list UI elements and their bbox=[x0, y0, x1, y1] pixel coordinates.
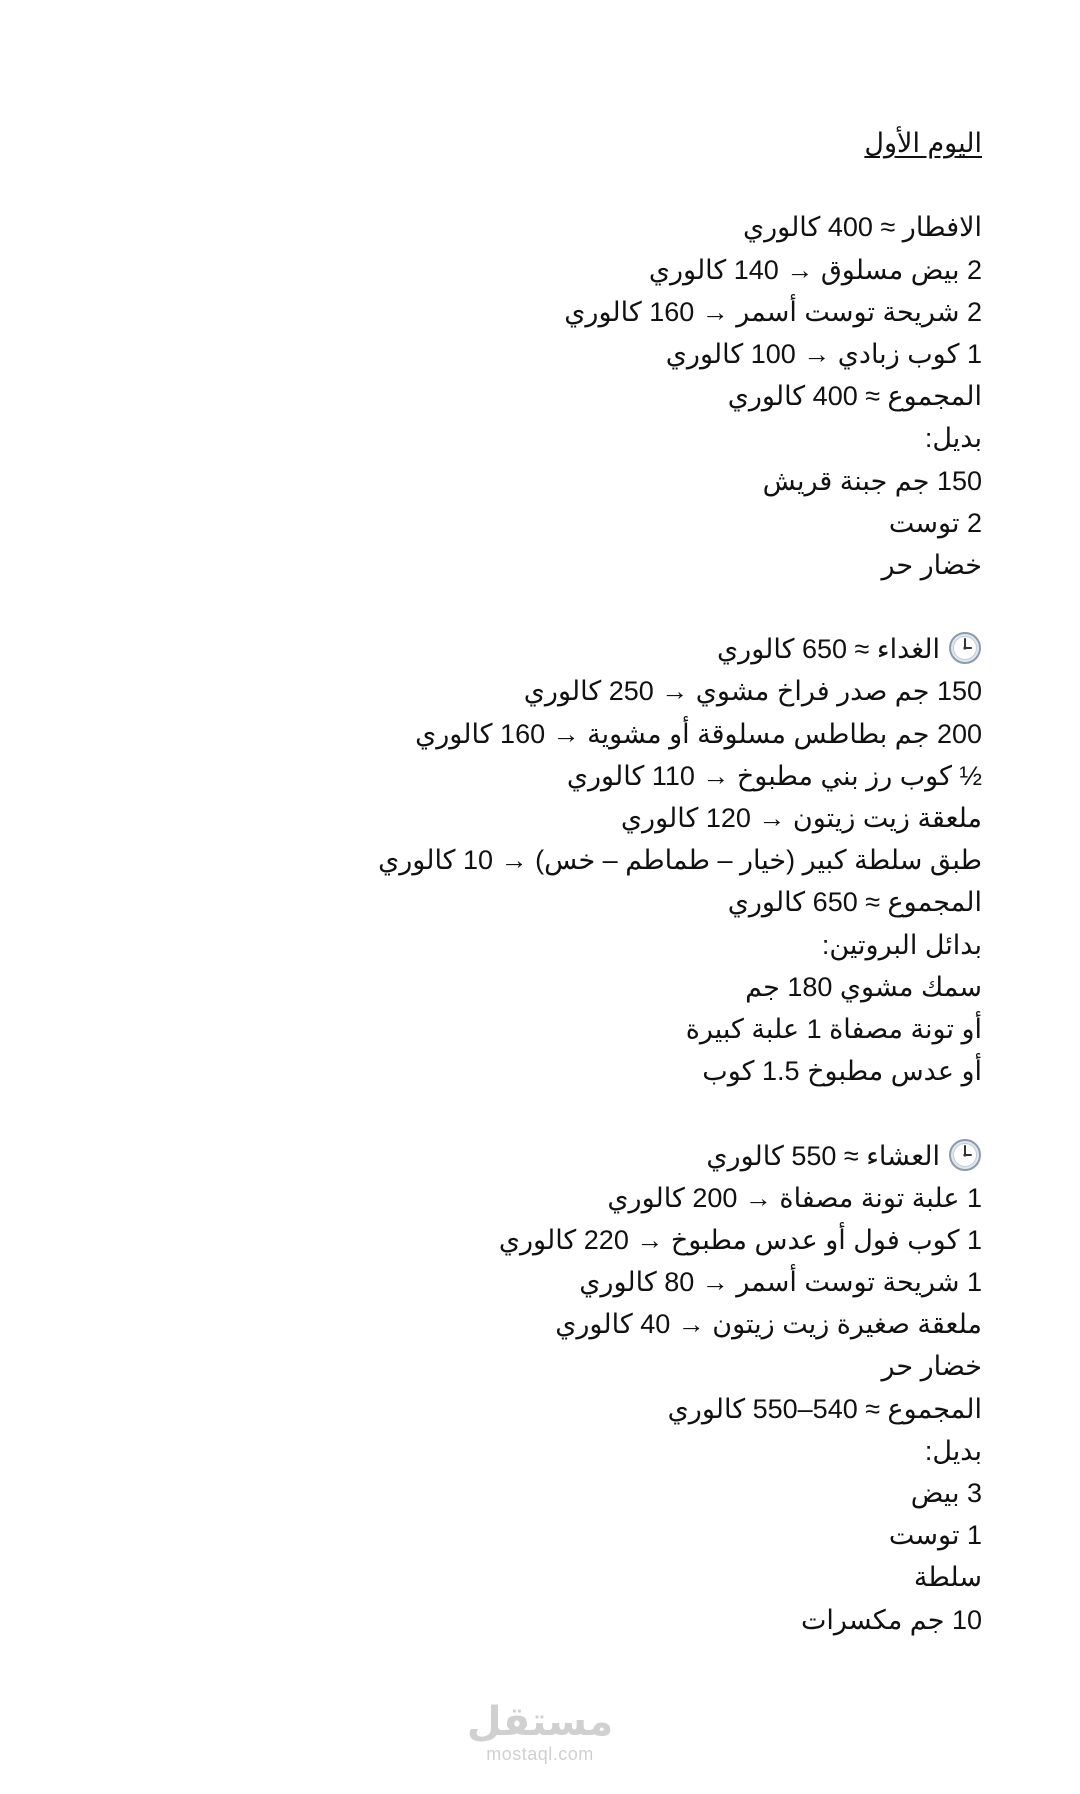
lunch-item: طبق سلطة كبير (خيار – طماطم – خس) → 10 كالوري bbox=[378, 845, 982, 876]
lunch-item: 200 جم بطاطس مسلوقة أو مشوية → 160 كالوري bbox=[415, 718, 982, 749]
dinner-total: المجموع ≈ 540–550 كالوري bbox=[667, 1393, 982, 1424]
dinner-item: ملعقة صغيرة زيت زيتون → 40 كالوري bbox=[555, 1309, 982, 1340]
watermark bbox=[0, 1700, 1080, 1764]
breakfast-alt-label: بديل: bbox=[924, 423, 982, 454]
dinner-alt-label: بديل: bbox=[924, 1435, 982, 1466]
dinner-heading: العشاء ≈ 550 كالوري bbox=[706, 1140, 940, 1171]
lunch-item: ملعقة زيت زيتون → 120 كالوري bbox=[620, 803, 982, 833]
lunch-item: ½ كوب رز بني مطبوخ → 110 كالوري bbox=[566, 760, 982, 791]
blank-line bbox=[182, 164, 982, 206]
dinner-alternative: 3 بيض bbox=[910, 1478, 982, 1508]
lunch-item: 150 جم صدر فراخ مشوي → 250 كالوري bbox=[523, 676, 982, 707]
blank-line bbox=[182, 1092, 982, 1134]
breakfast-alternative: خضار حر bbox=[881, 549, 982, 580]
lunch-alt-label: بدائل البروتين: bbox=[821, 929, 982, 960]
lunch-heading-row bbox=[182, 628, 982, 670]
breakfast-alternative: 150 جم جبنة قريش bbox=[762, 465, 982, 496]
dinner-heading-row bbox=[182, 1135, 982, 1177]
breakfast-item: 2 بيض مسلوق → 140 كالوري bbox=[648, 254, 982, 285]
dinner-alternative: 1 توست bbox=[888, 1520, 982, 1551]
breakfast-item: 2 شريحة توست أسمر → 160 كالوري bbox=[564, 296, 982, 327]
dinner-alternative: سلطة bbox=[913, 1562, 982, 1593]
breakfast-total: المجموع ≈ 400 كالوري bbox=[727, 381, 982, 412]
dinner-item: 1 علبة تونة مصفاة → 200 كالوري bbox=[607, 1182, 982, 1213]
dinner-item: 1 شريحة توست أسمر → 80 كالوري bbox=[579, 1267, 982, 1298]
day-title: اليوم الأول bbox=[864, 128, 982, 158]
lunch-alternative: أو تونة مصفاة 1 علبة كبيرة bbox=[685, 1013, 982, 1044]
watermark-logo: مستقل bbox=[466, 1699, 614, 1745]
dinner-alternative: 10 جم مكسرات bbox=[801, 1604, 982, 1635]
lunch-alternative: أو عدس مطبوخ 1.5 كوب bbox=[702, 1056, 982, 1087]
dinner-item: 1 كوب فول أو عدس مطبوخ → 220 كالوري bbox=[498, 1224, 982, 1255]
lunch-total: المجموع ≈ 650 كالوري bbox=[727, 887, 982, 918]
dinner-item: خضار حر bbox=[881, 1351, 982, 1382]
blank-line bbox=[182, 586, 982, 628]
clock-icon bbox=[948, 631, 982, 665]
lunch-alternative: سمك مشوي 180 جم bbox=[745, 971, 982, 1002]
breakfast-heading: الافطار ≈ 400 كالوري bbox=[742, 212, 982, 243]
lunch-heading: الغداء ≈ 650 كالوري bbox=[717, 634, 940, 665]
breakfast-item: 1 كوب زبادي → 100 كالوري bbox=[665, 338, 982, 369]
breakfast-alternative: 2 توست bbox=[888, 507, 982, 538]
watermark-url: mostaql.com bbox=[486, 1744, 594, 1764]
meal-plan-document bbox=[182, 122, 982, 1641]
clock-icon bbox=[948, 1138, 982, 1172]
